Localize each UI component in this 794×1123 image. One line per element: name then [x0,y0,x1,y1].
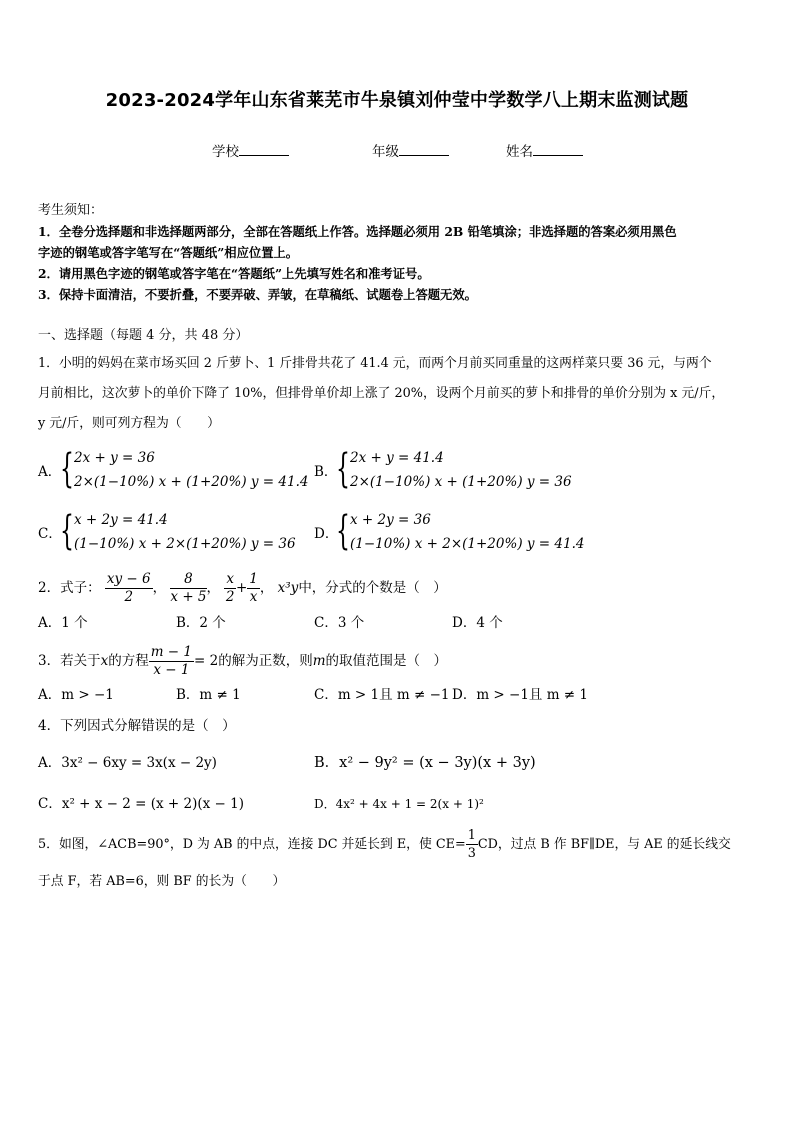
brace-icon: { [60,508,74,554]
q1-option-d[interactable] [336,508,586,558]
grade-blank[interactable] [399,143,449,156]
name-field [506,140,583,160]
q5-fraction [466,827,478,862]
q3-fraction [149,644,194,679]
q2-option-d[interactable]: D．4 个 [452,615,503,631]
q2-f3a-numerator: x [226,571,234,587]
q5-denominator: 3 [467,846,476,861]
q3-numerator: m − 1 [150,644,193,660]
q2-fraction-1 [105,571,153,606]
q1-option-b[interactable] [336,446,586,496]
grade-label: 年级 [372,144,399,160]
q3-option-a[interactable]: A．m > −1 [38,687,114,703]
q5-numerator: 1 [467,828,476,843]
q2-fraction-3a [224,571,236,606]
name-blank[interactable] [533,143,583,156]
q2-option-b[interactable]: B．2 个 [176,615,226,631]
q3-suffix: 的解为正数，则 [218,653,313,669]
q3-stem [38,642,447,680]
q2-f2-denominator: x + 5 [170,589,207,605]
q2-f1-numerator: xy − 6 [106,571,151,587]
q4-option-c[interactable]: C．x² + x − 2 = (x + 2)(x − 1) [38,796,245,812]
q1-a-eq2: 2×(1−10%) x + (1+20%) y = 41.4 [74,474,309,490]
notice-item-1-line-1: 1．全卷分选择题和非选择题两部分，全部在答题纸上作答。选择题必须用 2B 铅笔填涂；非选择题的答案必须用黑色 [38,224,677,239]
q1-option-a-label: A． [38,464,62,480]
q4-option-a[interactable]: A．3x² − 6xy = 3x(x − 2y) [38,755,217,771]
q1-option-c-label: C． [38,526,62,542]
q3-denominator: x − 1 [153,662,190,678]
q1-c-eq2: (1−10%) x + 2×(1+20%) y = 36 [74,536,296,552]
q1-option-c[interactable] [60,508,310,558]
brace-icon: { [336,446,350,492]
q5-line-2: 于点 F，若 AB=6，则 BF 的长为（ ） [38,874,286,889]
notice-item-1-line-2: 字迹的钢笔或答字笔写在“答题纸”相应位置上。 [38,245,299,260]
q2-option-a[interactable]: A．1 个 [38,615,88,631]
q5-line-1-post: CD，过点 B 作 BF∥DE，与 AE 的延长线交 [477,837,731,852]
brace-icon: { [60,446,74,492]
q5-line-1-pre: 5．如图，∠ACB=90°，D 为 AB 的中点，连接 DC 并延长到 E，使 CE= [38,837,466,852]
q2-f3b-denominator: x [249,589,258,605]
school-blank[interactable] [239,143,289,156]
notice-heading: 考生须知： [38,203,104,218]
q3-option-b[interactable]: B．m ≠ 1 [176,687,241,703]
q3-option-c[interactable]: C．m > 1且 m ≠ −1 [314,687,450,703]
q1-b-eq2: 2×(1−10%) x + (1+20%) y = 36 [350,474,572,490]
q3-option-d[interactable]: D．m > −1且 m ≠ 1 [452,687,588,703]
q2-fraction-3b [247,571,260,606]
q1-c-eq1: x + 2y = 41.4 [74,512,168,528]
section-heading: 一、选择题（每题 4 分，共 48 分） [38,328,249,343]
q2-term-4: x³y [277,580,299,596]
q3-var-x: x [100,653,109,669]
notice-item-3: 3．保持卡面清洁，不要折叠，不要弄破、弄皱，在草稿纸、试题卷上答题无效。 [38,287,477,302]
q2-stem: 2．式子： $\frac{xy - 6}{2}$ ， $\frac{8}{x + 5}$ ， $\frac{x}{2}$ + $\frac{1}{x}$ ， x³y中，分式的个数是（ ） [38,571,447,605]
q1-option-b-label: B． [314,464,338,480]
q1-b-eq1: 2x + y = 41.4 [350,450,444,466]
q1-a-eq1: 2x + y = 36 [74,450,155,466]
q2-suffix: 中，分式的个数是（ ） [298,580,447,596]
grade-field [372,140,449,160]
q2-f3b-numerator: 1 [249,571,258,587]
notice-item-2: 2．请用黑色字迹的钢笔或答字笔在“答题纸”上先填写姓名和准考证号。 [38,266,430,281]
name-label: 姓名 [506,144,533,160]
q1-d-eq1: x + 2y = 36 [350,512,431,528]
school-field [212,140,289,160]
q1-line-3: y 元/斤，则可列方程为（ ） [38,416,220,431]
brace-icon: { [336,508,350,554]
q5-line-1 [38,826,731,864]
q2-f2-numerator: 8 [170,571,206,589]
q4-option-d[interactable]: D．4x² + 4x + 1 = 2(x + 1)² [314,797,484,811]
q3-mid: 的方程 [108,653,149,669]
q2-prefix: 2．式子： [38,580,101,596]
q3-eq: = 2 [194,653,219,669]
q1-option-d-label: D． [314,526,339,542]
q3-prefix: 3．若关于 [38,653,101,669]
page-title: 2023-2024学年山东省莱芜市牛泉镇刘仲莹中学数学八上期末监测试题 [105,90,689,111]
q3-var-m: m [312,653,326,669]
school-label: 学校 [212,144,239,160]
q4-stem: 4．下列因式分解错误的是（ ） [38,718,236,734]
q2-f3a-denominator: 2 [225,589,235,605]
q2-option-c[interactable]: C．3 个 [314,615,365,631]
q2-f1-denominator: 2 [124,589,134,605]
q1-option-a[interactable] [60,446,310,496]
q4-option-b[interactable]: B．x² − 9y² = (x − 3y)(x + 3y) [314,755,536,771]
q1-line-2: 月前相比，这次萝卜的单价下降了 10%，但排骨单价却上涨了 20%，设两个月前买的萝卜和排骨的单价分别为 x 元/斤， [38,386,725,401]
q3-suffix-2: 的取值范围是（ ） [325,653,448,669]
q1-d-eq2: (1−10%) x + 2×(1+20%) y = 41.4 [350,536,585,552]
q1-line-1: 1．小明的妈妈在菜市场买回 2 斤萝卜、1 斤排骨共花了 41.4 元，而两个月前买同重量的这两样菜只要 36 元，与两个 [38,356,712,371]
q2-fraction-2 [170,571,206,606]
